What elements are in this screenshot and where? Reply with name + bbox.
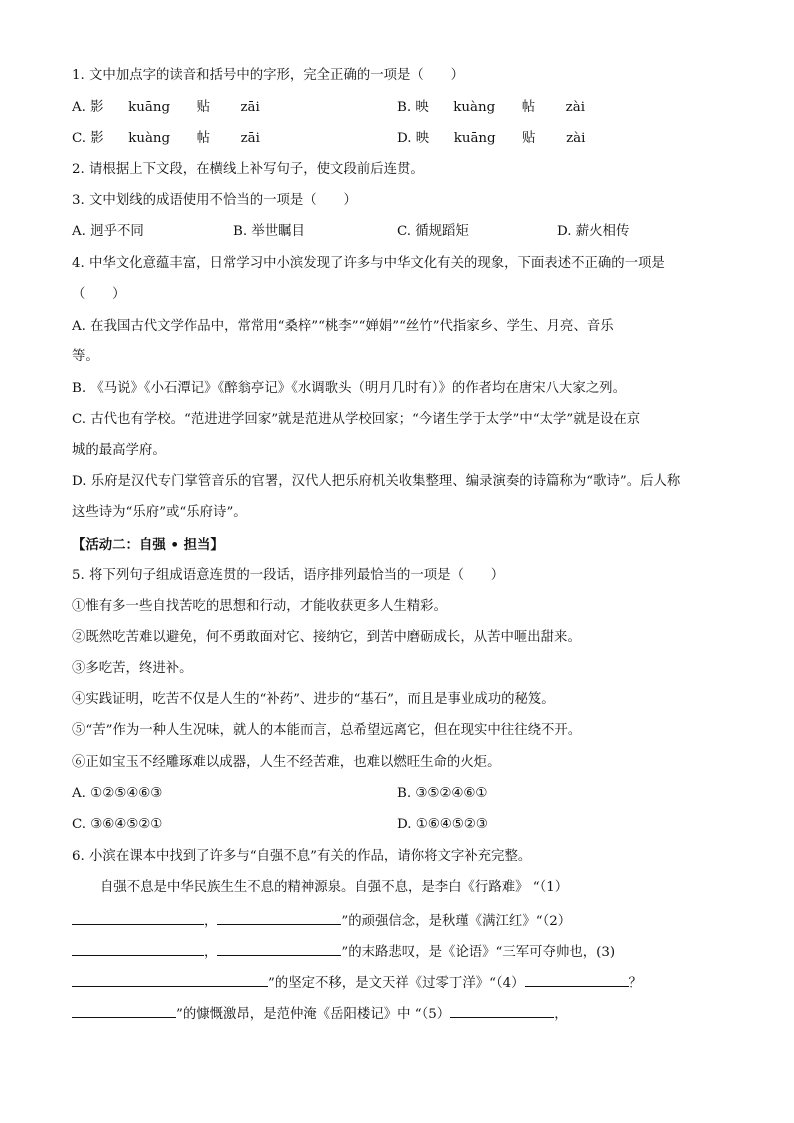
q6-comma: ，	[204, 914, 218, 929]
q1-b-label: B. 映	[397, 100, 429, 115]
fill-blank-4b[interactable]	[72, 1003, 176, 1018]
q3-option-c[interactable]: C. 循规蹈矩	[397, 224, 469, 239]
q1-d-char: 贴	[522, 131, 536, 146]
q6-comma: ，	[554, 1007, 568, 1022]
q5-option-c[interactable]: C. ③⑥④⑤②①	[72, 817, 163, 832]
q4-option-d-cont: 这些诗为“乐府”或“乐府诗”。	[72, 505, 247, 520]
q5-option-b[interactable]: B. ③⑤②④⑥①	[397, 786, 488, 801]
q5-sentence-4: ④实践证明，吃苦不仅是人生的“补药”、进步的“基石”，而且是事业成功的秘笈。	[72, 692, 555, 707]
q4-option-d[interactable]: D. 乐府是汉代专门掌管音乐的官署，汉代人把乐府机关收集整理、编录演奏的诗篇称为“歌诗”。后人称	[72, 474, 681, 489]
q1-d-pinyin2: zài	[566, 131, 586, 146]
fill-blank-1b[interactable]	[217, 910, 341, 925]
q6-question-mark: ？	[628, 976, 642, 991]
q1-b-pinyin2: zài	[565, 100, 585, 115]
q3-option-d[interactable]: D. 薪火相传	[557, 224, 630, 239]
q1-option-d[interactable]	[397, 130, 585, 148]
q1-a-char: 贴	[196, 100, 210, 115]
q4-stem: 4. 中华文化意蕴丰富，日常学习中小滨发现了许多与中华文化有关的现象，下面表述不正确的一项是	[72, 256, 665, 271]
q6-text: ”的顽强信念，是秋瑾《满江红》“（2）	[341, 914, 572, 929]
q3-option-b[interactable]: B. 举世瞩目	[233, 224, 305, 239]
q4-stem-bracket: （ ）	[72, 287, 126, 302]
fill-blank-2a[interactable]	[72, 941, 204, 956]
q5-sentence-5: ⑤“苦”作为一种人生况味，就人的本能而言，总希望远离它，但在现实中往往绕不开。	[72, 723, 582, 738]
q5-sentence-3: ③多吃苦，终进补。	[72, 661, 193, 676]
q1-option-a[interactable]	[72, 99, 260, 117]
q4-option-a-cont: 等。	[72, 349, 99, 364]
q6-comma: ，	[204, 945, 218, 960]
q1-b-char: 帖	[521, 100, 536, 115]
q5-sentence-1: ①惟有多一些自找苦吃的思想和行动，才能收获更多人生精彩。	[72, 599, 447, 614]
q6-paragraph-line3	[72, 941, 615, 962]
q1-d-pinyin1: kuāng	[453, 131, 496, 146]
fill-blank-2b[interactable]	[217, 941, 341, 956]
q1-a-pinyin1: kuāng	[128, 100, 171, 115]
q5-option-a[interactable]: A. ①②⑤④⑥③	[72, 786, 163, 801]
q6-paragraph-line4	[72, 972, 642, 993]
q6-paragraph-line5	[72, 1003, 568, 1024]
fill-blank-5a[interactable]	[450, 1003, 554, 1018]
q6-text: ”的末路悲叹，是《论语》“三军可夺帅也，(3)	[341, 945, 616, 960]
q1-c-label: C. 影	[72, 131, 104, 146]
q1-d-label: D. 映	[397, 131, 430, 146]
q3-stem: 3. 文中划线的成语使用不恰当的一项是（ ）	[72, 193, 357, 208]
q6-paragraph-line1: 自强不息是中华民族生生不息的精神源泉。自强不息，是李白《行路难》 “（1）	[100, 880, 569, 895]
q2-stem: 2. 请根据上下文段，在横线上补写句子，使文段前后连贯。	[72, 162, 424, 177]
q4-option-b[interactable]: B. 《马说》《小石潭记》《醉翁亭记》《水调歌头（明月几时有）》的作者均在唐宋八大家之列。	[72, 381, 626, 396]
q5-option-d[interactable]: D. ①⑥④⑤②③	[397, 817, 488, 832]
q4-option-c-cont: 城的最高学府。	[72, 443, 166, 458]
q1-stem: 1. 文中加点字的读音和括号中的字形，完全正确的一项是（ ）	[72, 68, 464, 83]
q1-b-pinyin1: kuàng	[453, 100, 496, 115]
q5-sentence-6: ⑥正如宝玉不经雕琢难以成器，人生不经苦难，也难以燃旺生命的火炬。	[72, 755, 501, 770]
q5-sentence-2: ②既然吃苦难以避免，何不勇敢面对它、接纳它，到苦中磨砺成长，从苦中咂出甜来。	[72, 630, 581, 645]
section-heading: 【活动二：自强 • 担当】	[72, 537, 224, 553]
q6-text: ”的慷慨激昂，是范仲淹《岳阳楼记》中 “（5）	[176, 1007, 451, 1022]
fill-blank-4a[interactable]	[525, 972, 629, 987]
q1-a-label: A. 影	[72, 100, 104, 115]
q1-c-pinyin1: kuàng	[128, 131, 171, 146]
q1-a-pinyin2: zāi	[240, 100, 260, 115]
q1-option-b[interactable]	[397, 99, 585, 117]
q4-option-c[interactable]: C. 古代也有学校。“范进进学回家”就是范进从学校回家；“今诸生学于太学”中“太学”就是设在京	[72, 412, 641, 427]
q1-c-pinyin2: zāi	[240, 131, 260, 146]
q4-option-a[interactable]: A. 在我国古代文学作品中，常常用“桑梓”“桃李”“婵娟”“丝竹”代指家乡、学生、月亮、音乐	[72, 319, 614, 334]
q3-option-a[interactable]: A. 迥乎不同	[72, 224, 144, 239]
q6-text: ”的坚定不移，是文天祥《过零丁洋》“（4）	[268, 976, 525, 991]
fill-blank-1a[interactable]	[72, 910, 204, 925]
q1-option-c[interactable]	[72, 130, 260, 148]
q5-stem: 5. 将下列句子组成语意连贯的一段话，语序排列最恰当的一项是（ ）	[72, 568, 505, 583]
q6-stem: 6. 小滨在课本中找到了许多与“自强不息”有关的作品，请你将文字补充完整。	[72, 849, 532, 864]
q6-paragraph-line2	[72, 910, 571, 931]
fill-blank-3[interactable]	[72, 972, 268, 987]
q1-c-char: 帖	[196, 131, 211, 146]
